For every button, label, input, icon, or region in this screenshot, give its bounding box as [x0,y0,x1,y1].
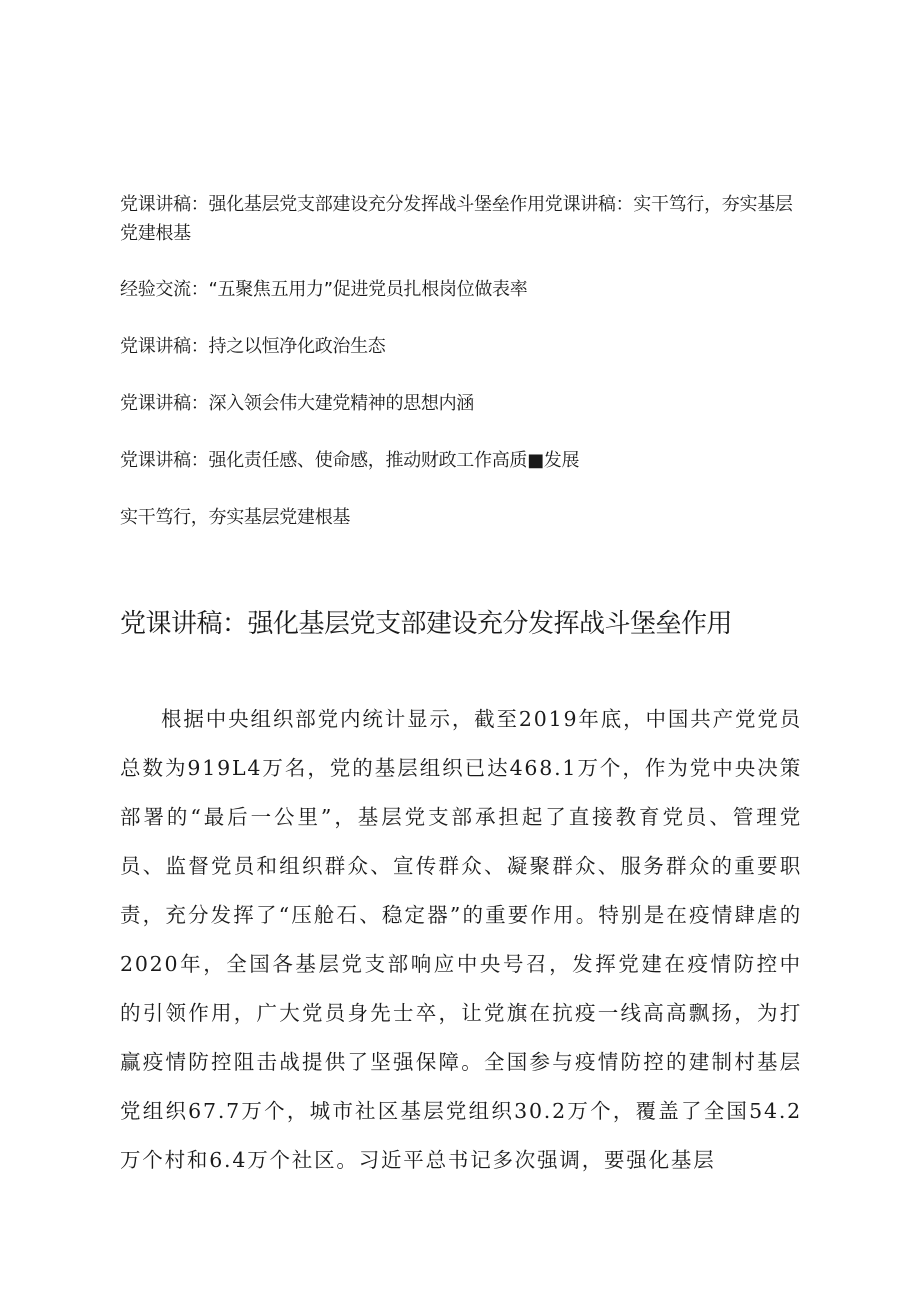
toc-item: 党课讲稿：深入领会伟大建党精神的思想内涵 [120,393,474,414]
article-title: 党课讲稿：强化基层党支部建设充分发挥战斗堡垒作用 [120,609,733,639]
table-of-contents [120,190,810,560]
toc-item: 经验交流：“五聚焦五用力”促进党员扎根岗位做表率 [120,279,528,300]
toc-item: 实干笃行，夯实基层党建根基 [120,507,351,528]
toc-item: 党课讲稿：强化基层党支部建设充分发挥战斗堡垒作用党课讲稿：实干笃行，夯实基层党建根基 [120,194,793,244]
toc-item: 党课讲稿：持之以恒净化政治生态 [120,336,386,357]
toc-item: 党课讲稿：强化责任感、使命感，推动财政工作高质■发展 [120,450,580,471]
article-paragraph: 根据中央组织部党内统计显示，截至2019年底，中国共产党党员总数为919L4万名，党的基层组织已达468.1万个，作为党中央决策部署的“最后一公里”，基层党支部承担起了直接教育党员、管理党员、监督党员和组织群众、宣传群众、凝聚群众、服务群众的重要职责，充分发挥了“压舱石、稳定器”的重要作用。特别是在疫情肆虐的2020年，全国各基层党支部响应中央号召，发挥党建在疫情防控中的引领作用，广大党员身先士卒，让党旗在抗疫一线高高飘扬，为打赢疫情防控阻击战提供了坚强保障。全国参与疫情防控的建制村基层党组织67.7万个，城市社区基层党组织30.2万个，覆盖了全国54.2万个村和6.4万个社区。习近平总书记多次强调，要强化基层 [120,707,802,1172]
